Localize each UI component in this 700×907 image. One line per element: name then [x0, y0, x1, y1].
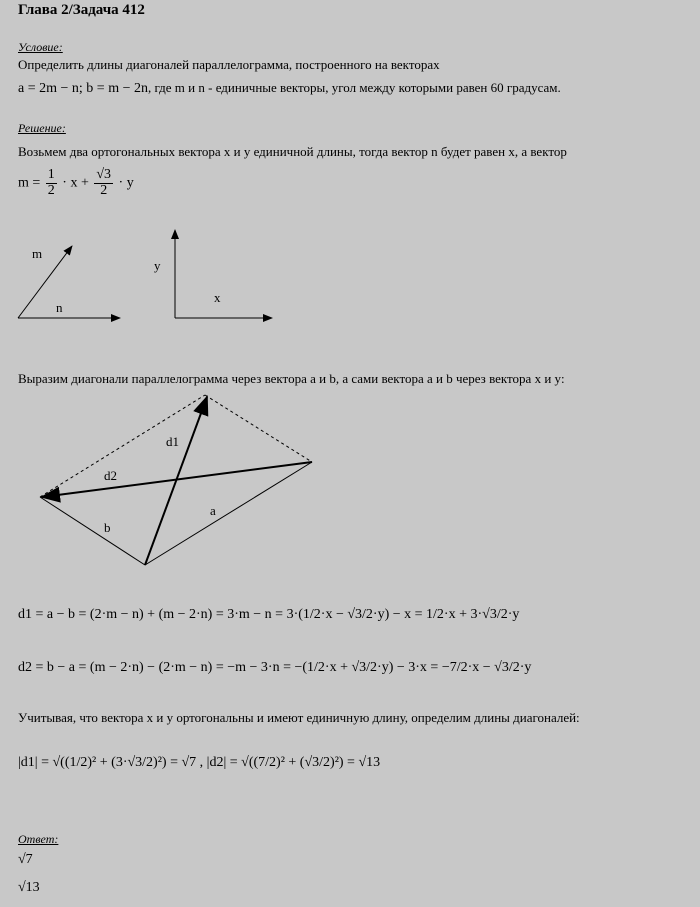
vector-m-arrow: [18, 246, 72, 318]
side-b: [40, 497, 145, 565]
solution-text-line2: Выразим диагонали параллелограмма через вектора a и b, а сами вектора a и b через вектора x и y:: [18, 371, 565, 386]
diagonal-d1-arrow: [145, 397, 207, 565]
equation-m-left: m =: [18, 175, 41, 191]
answer-value-2: √13: [18, 880, 40, 895]
label-n: n: [56, 300, 63, 315]
condition-heading: Условие:: [18, 40, 63, 54]
dashed-side-top-left: [40, 395, 205, 497]
label-a: a: [210, 503, 216, 518]
answer-value-1: √7: [18, 852, 33, 867]
label-y: y: [154, 258, 161, 273]
equation-lengths: |d1| = √((1/2)² + (3·√3/2)²) = √7 , |d2| = √((7/2)² + (√3/2)²) = √13: [18, 755, 381, 770]
solution-heading: Решение:: [18, 121, 66, 135]
label-m: m: [32, 246, 43, 261]
label-d1: d1: [166, 434, 179, 449]
equation-d1: d1 = a − b = (2·m − n) + (m − 2·n) = 3·m − n = 3·(1/2·x − √3/2·y) − x = 1/2·x + 3·√3/2·y: [18, 607, 520, 622]
fraction-sqrt3-denominator: 2: [100, 182, 108, 198]
dashed-side-top-right: [205, 395, 312, 462]
equation-m-middle: · x +: [62, 175, 89, 191]
label-d2: d2: [104, 468, 117, 483]
equation-b: b = m − 2n: [86, 81, 148, 96]
equation-m-right: · y: [118, 175, 134, 191]
equation-d2: d2 = b − a = (m − 2·n) − (2·m − n) = −m − 3·n = −(1/2·x + √3/2·y) − 3·x = −7/2·x − √3/2·y: [18, 660, 532, 675]
equation-a: a = 2m − n;: [18, 81, 83, 96]
fraction-half-numerator: 1: [47, 167, 55, 182]
label-b: b: [104, 520, 111, 535]
diagonal-d2-arrow: [42, 462, 312, 497]
solution-text-line1: Возьмем два ортогональных вектора x и y единичной длины, тогда вектор n будет равен x, а вектор: [18, 144, 567, 159]
answer-heading: Ответ:: [18, 832, 59, 846]
condition-text-line2: , где m и n - единичные векторы, угол между которыми равен 60 градусам.: [147, 80, 561, 95]
condition-text-line1: Определить длины диагоналей параллелограмма, построенного на векторах: [18, 57, 440, 72]
fraction-half-denominator: 2: [47, 182, 55, 198]
solution-text-line3: Учитывая, что вектора x и y ортогональны и имеют единичную длину, определим длины диагоналей:: [18, 710, 580, 725]
fraction-sqrt3-numerator: √3: [96, 167, 112, 182]
page-title: Глава 2/Задача 412: [18, 2, 145, 18]
side-a: [145, 462, 312, 565]
label-x: x: [214, 290, 221, 305]
